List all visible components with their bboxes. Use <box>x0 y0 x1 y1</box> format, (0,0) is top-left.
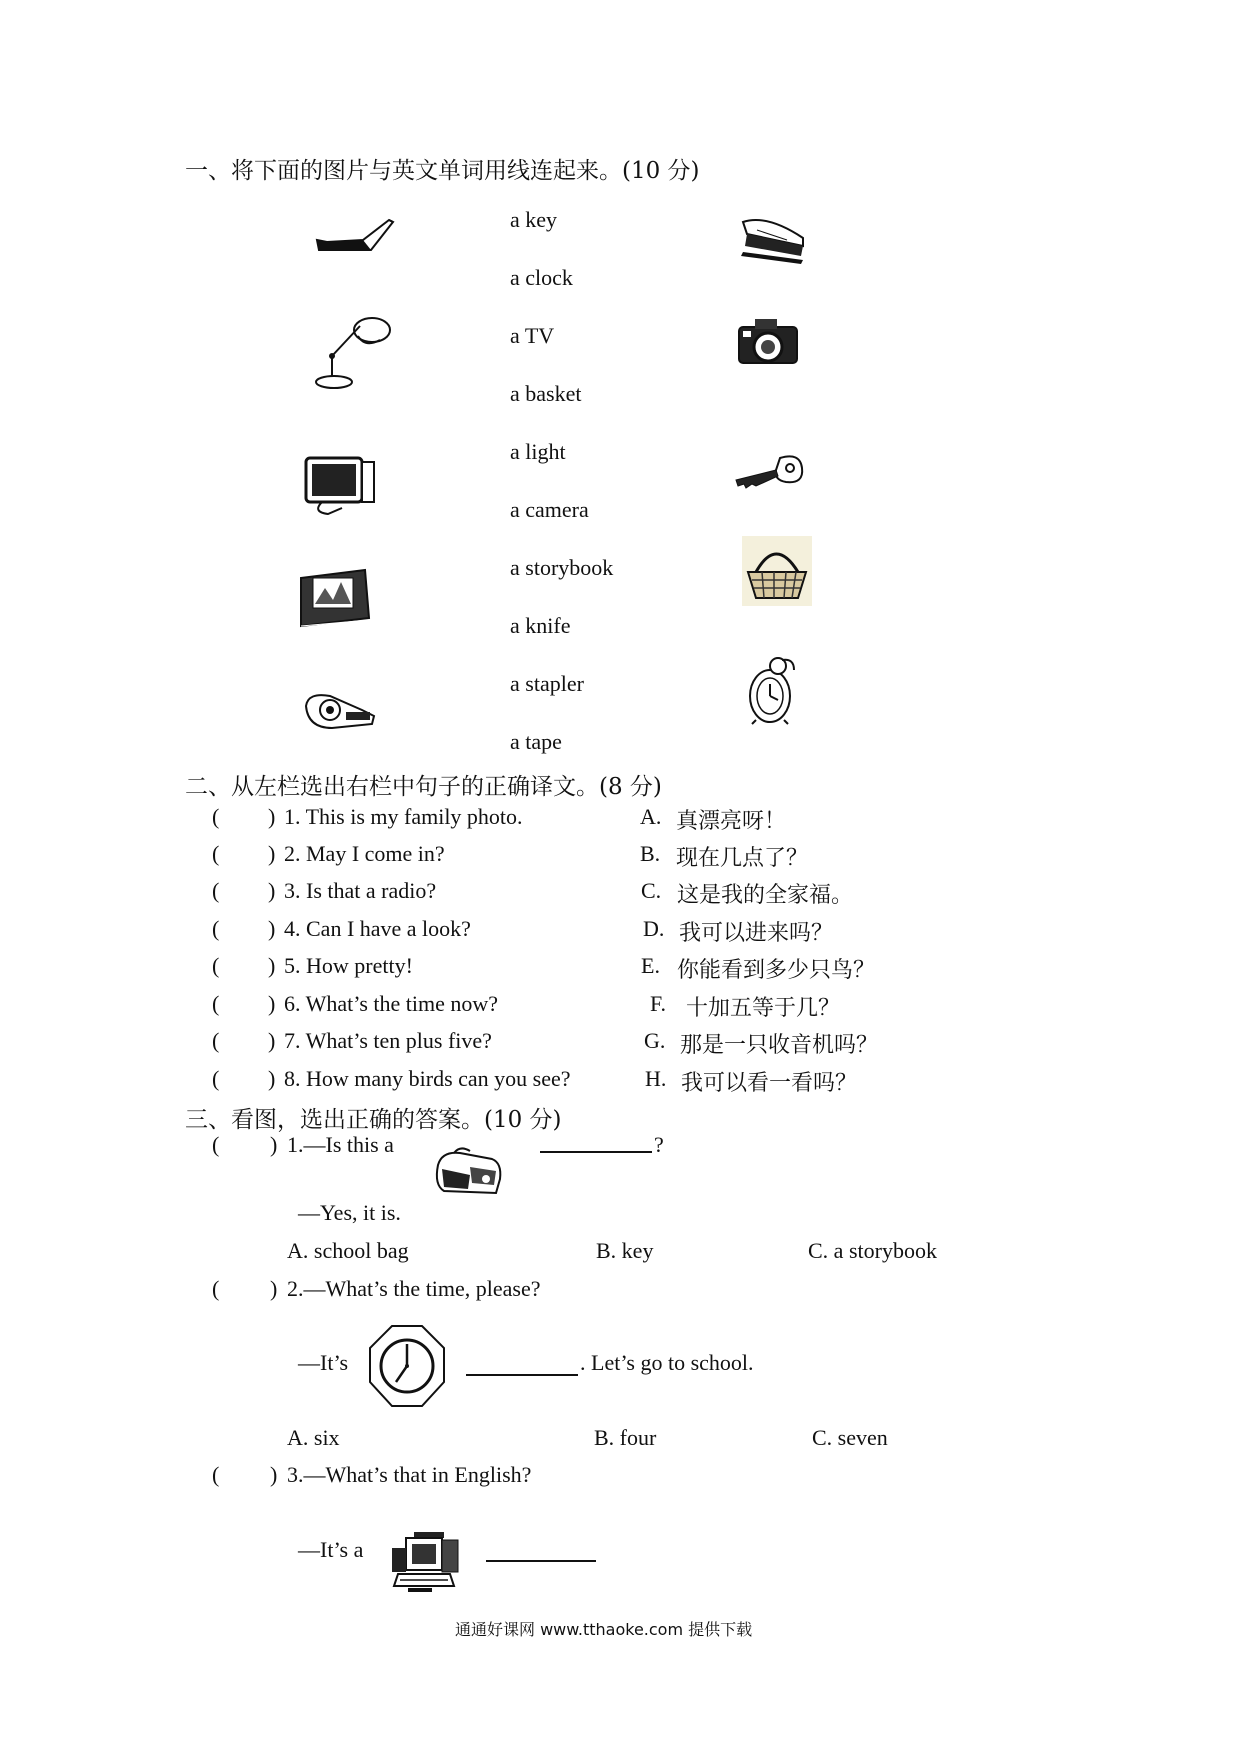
q1-option-b[interactable]: B. key <box>596 1238 654 1263</box>
q1-answer: —Yes, it is. <box>298 1200 401 1225</box>
q1-answer-blank[interactable] <box>540 1151 652 1153</box>
chinese-translation: 你能看到多少只鸟？ <box>677 958 876 983</box>
computer-picture <box>388 1530 464 1594</box>
storybook-picture <box>295 568 373 630</box>
camera-picture <box>735 315 801 371</box>
option-letter: H. <box>645 1066 667 1091</box>
answer-paren-close: ) <box>268 1066 276 1091</box>
english-sentence: 3. Is that a radio? <box>284 878 437 903</box>
english-sentence: 4. Can I have a look? <box>284 916 471 941</box>
q2-answer-post: . Let’s go to school. <box>580 1350 754 1375</box>
q1-stem: 1.—Is this a <box>287 1132 394 1157</box>
answer-paren-open[interactable]: ( <box>212 1066 220 1091</box>
answer-paren-open[interactable]: ( <box>212 1028 220 1053</box>
answer-paren-open[interactable]: ( <box>212 878 220 903</box>
q2-open-paren: ( <box>212 1276 220 1301</box>
word-item[interactable]: a basket <box>510 381 582 406</box>
q1-open-paren: ( <box>212 1132 220 1157</box>
option-letter: G. <box>644 1028 666 1053</box>
word-item[interactable]: a light <box>510 439 566 464</box>
q1-option-c[interactable]: C. a storybook <box>808 1238 937 1263</box>
q3-open-paren: ( <box>212 1462 220 1487</box>
chinese-translation: 真漂亮呀！ <box>676 809 787 834</box>
word-item[interactable]: a storybook <box>510 555 614 580</box>
answer-paren-close: ) <box>268 804 276 829</box>
answer-paren-close: ) <box>268 1028 276 1053</box>
chinese-translation: 我可以看一看吗？ <box>681 1071 858 1096</box>
option-letter: D. <box>643 916 665 941</box>
chinese-translation: 这是我的全家福。 <box>677 883 854 908</box>
english-sentence: 6. What’s the time now? <box>284 991 499 1016</box>
english-sentence: 7. What’s ten plus five? <box>284 1028 492 1053</box>
option-letter: B. <box>640 841 661 866</box>
knife-picture <box>315 212 395 258</box>
q2-option-a[interactable]: A. six <box>287 1425 340 1450</box>
clock-picture <box>742 654 804 726</box>
key-picture <box>730 450 806 496</box>
english-sentence: 5. How pretty! <box>284 953 413 978</box>
word-item[interactable]: a key <box>510 207 558 232</box>
option-letter: F. <box>650 991 666 1016</box>
school-bag-picture <box>430 1145 506 1201</box>
english-sentence: 2. May I come in? <box>284 841 445 866</box>
answer-paren-close: ) <box>268 991 276 1016</box>
chinese-translation: 我可以进来吗？ <box>679 921 834 946</box>
q2-answer-pre: —It’s <box>298 1350 349 1375</box>
option-letter: A. <box>640 804 662 829</box>
q3-stem: 3.—What’s that in English? <box>287 1462 532 1487</box>
answer-paren-open[interactable]: ( <box>212 953 220 978</box>
answer-paren-close: ) <box>268 916 276 941</box>
q2-answer-blank[interactable] <box>466 1374 578 1376</box>
english-sentence: 8. How many birds can you see? <box>284 1066 571 1091</box>
option-letter: E. <box>641 953 660 978</box>
stapler-picture <box>737 212 809 266</box>
answer-paren-open[interactable]: ( <box>212 804 220 829</box>
answer-paren-open[interactable]: ( <box>212 991 220 1016</box>
basket-picture <box>742 536 812 606</box>
q2-stem: 2.—What’s the time, please? <box>287 1276 541 1301</box>
word-item[interactable]: a knife <box>510 613 571 638</box>
chinese-translation: 现在几点了？ <box>676 846 809 871</box>
answer-paren-close: ) <box>268 953 276 978</box>
word-item[interactable]: a stapler <box>510 671 584 696</box>
q3-answer-blank[interactable] <box>486 1560 596 1562</box>
section2-title: 二、从左栏选出右栏中句子的正确译文。(8 分) <box>185 774 662 800</box>
q1-close-paren: ) <box>270 1132 278 1157</box>
word-item[interactable]: a clock <box>510 265 573 290</box>
q2-option-b[interactable]: B. four <box>594 1425 657 1450</box>
tv-picture <box>302 452 378 518</box>
option-letter: C. <box>641 878 662 903</box>
answer-paren-close: ) <box>268 841 276 866</box>
answer-paren-close: ) <box>268 878 276 903</box>
word-item[interactable]: a tape <box>510 729 562 754</box>
q2-close-paren: ) <box>270 1276 278 1301</box>
q2-option-c[interactable]: C. seven <box>812 1425 888 1450</box>
q3-close-paren: ) <box>270 1462 278 1487</box>
english-sentence: 1. This is my family photo. <box>284 804 523 829</box>
chinese-translation: 那是一只收音机吗？ <box>680 1033 879 1058</box>
section1-title: 一、将下面的图片与英文单词用线连起来。(10 分) <box>185 158 700 184</box>
q1-option-a[interactable]: A. school bag <box>287 1238 409 1263</box>
answer-paren-open[interactable]: ( <box>212 841 220 866</box>
chinese-translation: 十加五等于几？ <box>686 996 841 1021</box>
word-item[interactable]: a TV <box>510 323 555 348</box>
footer-credit: 通通好课网 www.tthaoke.com 提供下载 <box>455 1620 753 1639</box>
desk-lamp-picture <box>310 308 396 394</box>
answer-paren-open[interactable]: ( <box>212 916 220 941</box>
clock-seven-picture <box>366 1322 448 1410</box>
q3-answer-pre: —It’s a <box>298 1537 364 1562</box>
word-item[interactable]: a camera <box>510 497 589 522</box>
q1-question-mark: ? <box>654 1132 664 1157</box>
tape-picture <box>302 688 378 734</box>
section3-title: 三、看图，选出正确的答案。(10 分) <box>185 1107 562 1133</box>
